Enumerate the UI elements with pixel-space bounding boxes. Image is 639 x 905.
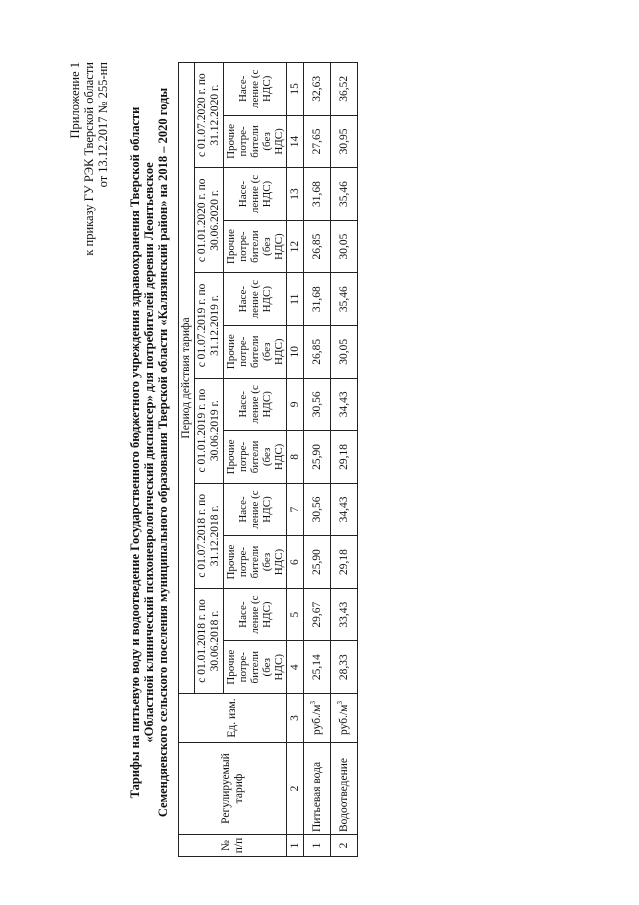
header-cat-other: Прочие потре- бители (без НДС): [224, 641, 287, 694]
title-line-1: Тарифы на питьевую воду и водоотведение Государственного бюджетного учреждения здравоохранения Тверской области: [128, 106, 142, 799]
column-number: 13: [287, 168, 304, 221]
header-cat-pop: Насе- ление (с НДС): [224, 483, 287, 536]
column-number: 14: [287, 115, 304, 168]
tariff-value: 33,43: [331, 588, 358, 641]
header-cat-pop: Насе- ление (с НДС): [224, 273, 287, 326]
header-row-group: [179, 63, 195, 857]
column-number-row: [287, 63, 304, 857]
row-num: 2: [331, 835, 358, 857]
header-cat-pop: Насе- ление (с НДС): [224, 63, 287, 116]
tariff-value: 31,68: [304, 273, 331, 326]
tariff-table: [178, 62, 358, 857]
header-period-3: с 01.01.2019 г. по 30.06.2019 г.: [195, 378, 224, 483]
column-number: 10: [287, 325, 304, 378]
tariff-value: 25,14: [304, 641, 331, 694]
tariff-value: 28,33: [331, 641, 358, 694]
column-number: 11: [287, 273, 304, 326]
header-cat-pop: Насе- ление (с НДС): [224, 588, 287, 641]
column-number: 9: [287, 378, 304, 431]
tariff-value: 32,63: [304, 63, 331, 116]
tariff-value: 26,85: [304, 325, 331, 378]
column-number: 7: [287, 483, 304, 536]
tariff-value: 29,67: [304, 588, 331, 641]
title-line-3: Семендяевского сельского поселения муниципального образования Тверской области «Калязинский район» на 2018 – 2020 годы: [156, 87, 170, 818]
column-number: 3: [287, 694, 304, 743]
tariff-value: 30,56: [304, 378, 331, 431]
tariff-value: 30,56: [304, 483, 331, 536]
table-row-water: [304, 63, 331, 857]
tariff-value: 29,18: [331, 536, 358, 589]
column-number: 12: [287, 220, 304, 273]
tariff-value: 31,68: [304, 168, 331, 221]
header-unit: Ед. изм.: [179, 694, 287, 743]
tariff-value: 30,95: [331, 115, 358, 168]
header-cat-other: Прочие потре- бители (без НДС): [224, 431, 287, 484]
header-cat-other: Прочие потре- бители (без НДС): [224, 325, 287, 378]
appendix-line-2: к приказу ГУ РЭК Тверской области: [82, 62, 96, 256]
column-number: 1: [287, 835, 304, 857]
tariff-value: 34,43: [331, 483, 358, 536]
appendix-reference: [68, 62, 110, 322]
header-period-5: с 01.01.2020 г. по 30.06.2020 г.: [195, 168, 224, 273]
header-cat-other: Прочие потре- бители (без НДС): [224, 115, 287, 168]
header-period-6: с 01.07.2020 г. по 31.12.2020 г.: [195, 63, 224, 168]
row-tariff-name: Водоотведение: [331, 743, 358, 835]
document-title: [128, 80, 170, 825]
column-number: 5: [287, 588, 304, 641]
appendix-line-1: Приложение 1: [68, 62, 82, 139]
column-number: 6: [287, 536, 304, 589]
tariff-value: 25,90: [304, 536, 331, 589]
tariff-value: 34,43: [331, 378, 358, 431]
row-unit: $руб./м^3$: [331, 694, 358, 743]
tariff-value: 27,65: [304, 115, 331, 168]
column-number: 4: [287, 641, 304, 694]
header-period-group: Период действия тарифа: [179, 63, 195, 694]
tariff-value: 35,46: [331, 273, 358, 326]
tariff-value: 29,18: [331, 431, 358, 484]
header-cat-other: Прочие потре- бители (без НДС): [224, 220, 287, 273]
header-tariff: Регулируемый тариф: [179, 743, 287, 835]
row-tariff-name: Питьевая вода: [304, 743, 331, 835]
tariff-value: 25,90: [304, 431, 331, 484]
header-period-1: с 01.01.2018 г. по 30.06.2018 г.: [195, 588, 224, 693]
tariff-value: 30,05: [331, 325, 358, 378]
column-number: 8: [287, 431, 304, 484]
header-cat-other: Прочие потре- бители (без НДС): [224, 536, 287, 589]
tariff-value: 36,52: [331, 63, 358, 116]
column-number: 2: [287, 743, 304, 835]
table-row-wastewater: [331, 63, 358, 857]
header-cat-pop: Насе- ление (с НДС): [224, 168, 287, 221]
header-cat-pop: Насе- ление (с НДС): [224, 378, 287, 431]
header-num: № п/п: [179, 835, 287, 857]
column-number: 15: [287, 63, 304, 116]
header-period-4: с 01.07.2019 г. по 31.12.2019 г.: [195, 273, 224, 378]
title-line-2: «Областной клинический психоневрологический диспансер» для потребителей деревни Леонтьевское: [142, 162, 156, 743]
row-unit: $руб./м^3$: [304, 694, 331, 743]
row-num: 1: [304, 835, 331, 857]
tariff-value: 35,46: [331, 168, 358, 221]
appendix-line-3: от 13.12.2017 № 255-нп: [96, 62, 110, 188]
header-period-2: с 01.07.2018 г. по 31.12.2018 г.: [195, 483, 224, 588]
tariff-value: 26,85: [304, 220, 331, 273]
tariff-value: 30,05: [331, 220, 358, 273]
